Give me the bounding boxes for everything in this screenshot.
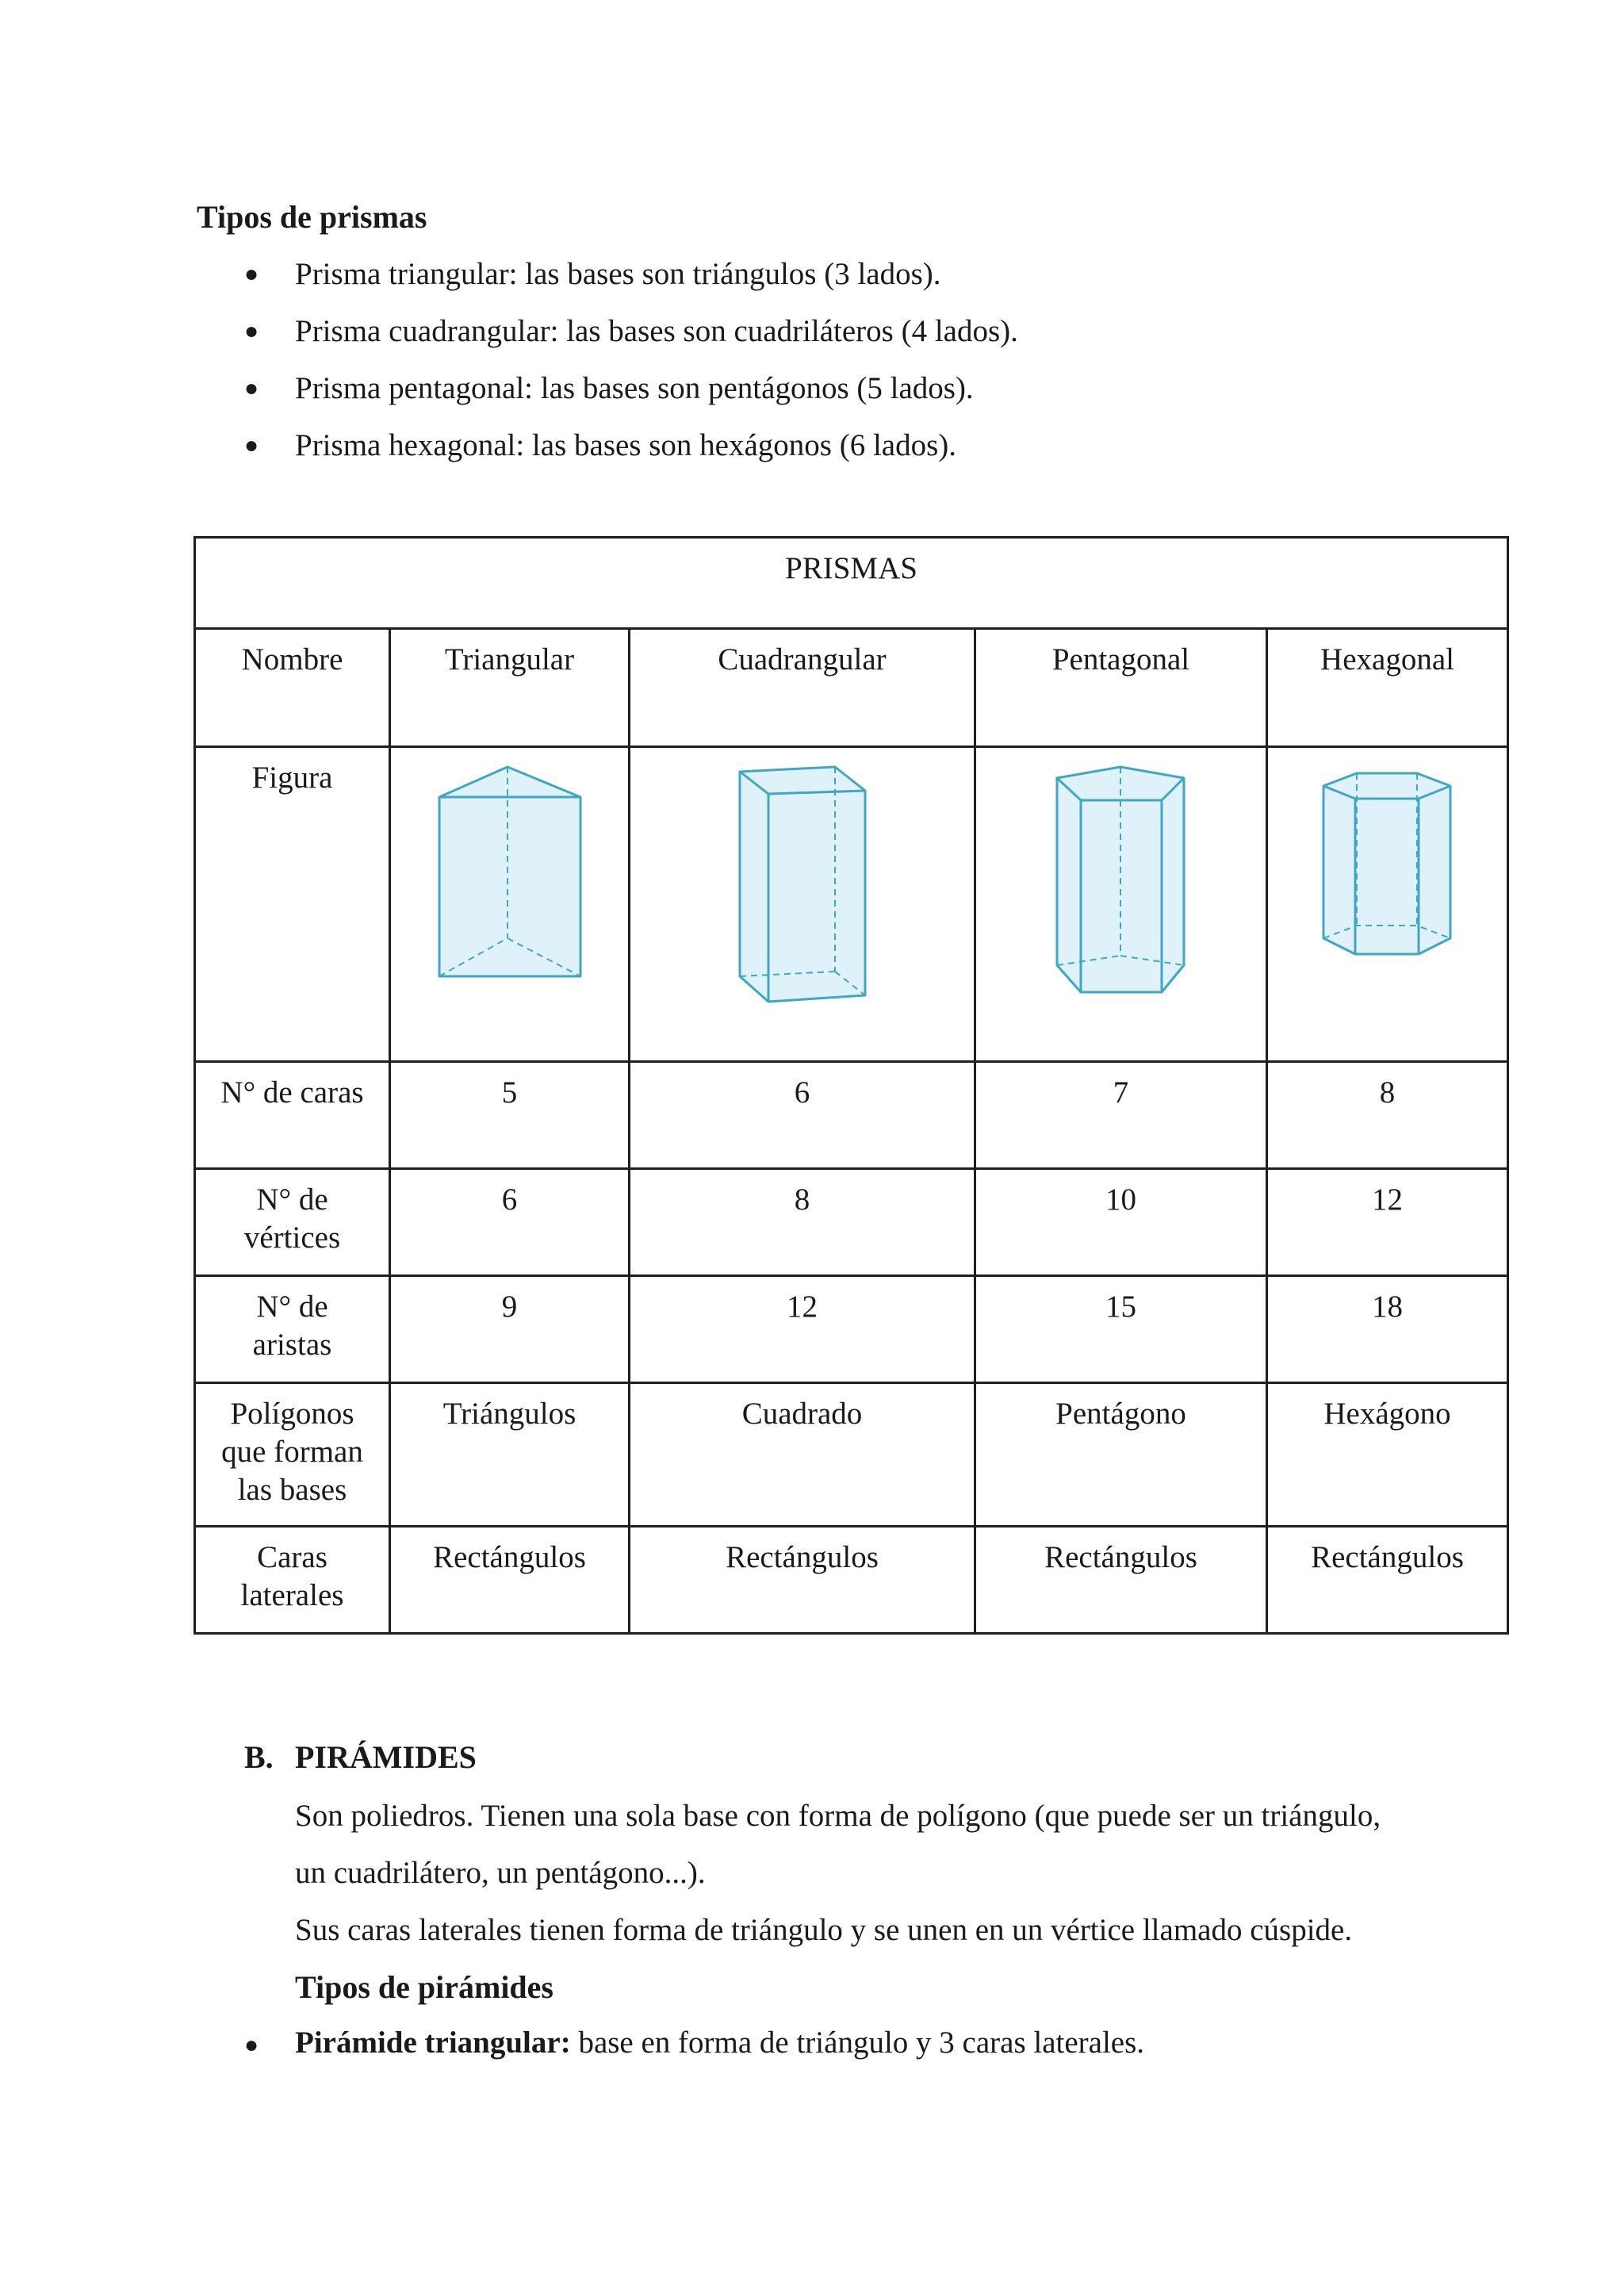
list-item: ● Prisma hexagonal: las bases son hexágonos (6 lados). <box>197 417 1018 474</box>
bullet-icon: ● <box>244 318 259 344</box>
pyramid-types-heading: Tipos de pirámides <box>295 1969 553 2005</box>
list-item: ● Prisma pentagonal: las bases son pentágonos (5 lados). <box>197 360 1018 417</box>
row-label-vertices: N° de vértices <box>195 1169 390 1276</box>
cell-base-polygon: Cuadrado <box>630 1383 975 1527</box>
pyramids-paragraph-line: Sus caras laterales tienen forma de triángulo y se unen en un vértice llamado cúspide. <box>295 1913 1353 1947</box>
section-title: PIRÁMIDES <box>295 1739 477 1775</box>
bullet-icon: ● <box>244 2032 259 2058</box>
item-term: Pirámide triangular: <box>295 2026 571 2060</box>
table-title: PRISMAS <box>195 538 1508 629</box>
row-label-base-polygons: Polígonos que forman las bases <box>195 1383 390 1527</box>
cell-edges: 15 <box>975 1276 1267 1383</box>
cell-vertices: 8 <box>630 1169 975 1276</box>
row-label-lateral-faces: Caras laterales <box>195 1527 390 1634</box>
cell-vertices: 10 <box>975 1169 1267 1276</box>
cell-lateral-faces: Rectángulos <box>390 1527 630 1634</box>
row-label-edges: N° de aristas <box>195 1276 390 1383</box>
prism-types-heading: Tipos de prismas <box>197 199 427 235</box>
table-row <box>195 1383 1508 1527</box>
cell-base-polygon: Triángulos <box>390 1383 630 1527</box>
table-row <box>195 1169 1508 1276</box>
hexagonal-prism-icon <box>1320 762 1455 976</box>
list-item: ● Prisma triangular: las bases son triángulos (3 lados). <box>197 246 1018 303</box>
prism-types-list <box>197 246 1018 474</box>
cell-vertices: 12 <box>1267 1169 1508 1276</box>
cell-name: Cuadrangular <box>630 629 975 747</box>
table-row <box>195 1062 1508 1169</box>
section-label: B. <box>244 1739 274 1775</box>
cell-figure <box>1267 747 1508 1062</box>
cell-base-polygon: Pentágono <box>975 1383 1267 1527</box>
list-item <box>244 2014 1144 2074</box>
table-row <box>195 629 1508 747</box>
row-label-figure: Figura <box>195 747 390 1062</box>
cell-lateral-faces: Rectángulos <box>630 1527 975 1634</box>
bullet-icon: ● <box>244 375 259 401</box>
item-description: base en forma de triángulo y 3 caras laterales. <box>570 2026 1145 2060</box>
square-prism-icon <box>735 762 870 1019</box>
row-label-name: Nombre <box>195 629 390 747</box>
cell-name: Hexagonal <box>1267 629 1508 747</box>
pyramids-paragraph-line: Son poliedros. Tienen una sola base con forma de polígono (que puede ser un triángulo, <box>295 1799 1381 1833</box>
cell-figure <box>390 747 630 1062</box>
table-row <box>195 538 1508 629</box>
cell-name: Pentagonal <box>975 629 1267 747</box>
cell-lateral-faces: Rectángulos <box>975 1527 1267 1634</box>
cell-name: Triangular <box>390 629 630 747</box>
cell-faces: 7 <box>975 1062 1267 1169</box>
bullet-icon: ● <box>244 261 259 287</box>
cell-faces: 6 <box>630 1062 975 1169</box>
cell-edges: 18 <box>1267 1276 1508 1383</box>
prisms-table <box>193 536 1509 1635</box>
cell-base-polygon: Hexágono <box>1267 1383 1508 1527</box>
cell-edges: 12 <box>630 1276 975 1383</box>
pyramids-heading <box>244 1735 477 1780</box>
cell-figure <box>630 747 975 1062</box>
pyramids-paragraph-line: un cuadrilátero, un pentágono...). <box>295 1856 706 1890</box>
triangular-prism-icon <box>435 762 585 992</box>
table-row <box>195 1527 1508 1634</box>
bullet-icon: ● <box>244 432 259 458</box>
list-item: ● Prisma cuadrangular: las bases son cuadriláteros (4 lados). <box>197 303 1018 360</box>
cell-faces: 8 <box>1267 1062 1508 1169</box>
row-label-faces: N° de caras <box>195 1062 390 1169</box>
cell-vertices: 6 <box>390 1169 630 1276</box>
table-row <box>195 1276 1508 1383</box>
cell-figure <box>975 747 1267 1062</box>
cell-edges: 9 <box>390 1276 630 1383</box>
cell-lateral-faces: Rectángulos <box>1267 1527 1508 1634</box>
cell-faces: 5 <box>390 1062 630 1169</box>
table-row <box>195 747 1508 1062</box>
pentagonal-prism-icon <box>1054 762 1189 1000</box>
